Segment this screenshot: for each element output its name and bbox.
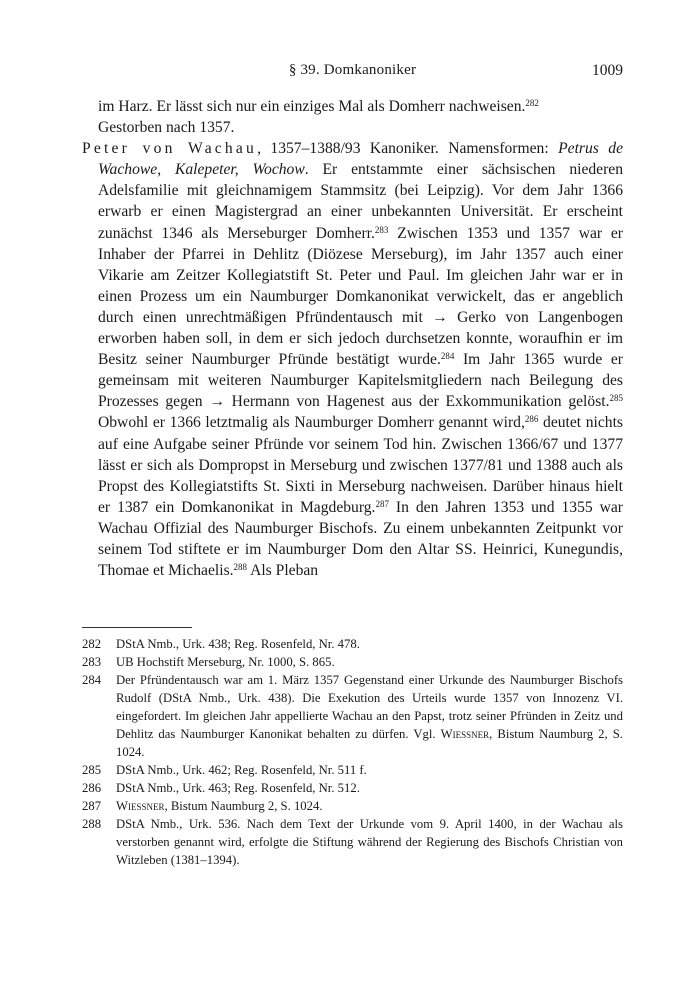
footnote-text: , Bistum Naumburg 2, S. 1024. xyxy=(164,799,323,813)
entry-peter-von-wachau xyxy=(82,138,623,581)
footnote xyxy=(82,779,623,797)
footnote xyxy=(82,761,623,779)
footnote-number: 284 xyxy=(82,673,102,687)
footnote xyxy=(82,815,623,869)
footnote-number: 283 xyxy=(82,655,102,669)
footnote-text: DStA Nmb., Urk. 463; Reg. Rosenfeld, Nr. 512. xyxy=(116,781,360,795)
footnote-ref-285: 285 xyxy=(609,393,623,404)
footnote-author: Wiessner xyxy=(440,727,490,741)
footnotes xyxy=(82,635,623,869)
footnote-ref-288: 288 xyxy=(233,562,248,573)
entry-text: Als Pleban xyxy=(247,562,319,580)
footnote-text: UB Hochstift Merseburg, Nr. 1000, S. 865. xyxy=(116,655,335,669)
footnote-text: DStA Nmb., Urk. 438; Reg. Rosenfeld, Nr. 478. xyxy=(116,637,360,651)
footnote-ref-282: 282 xyxy=(525,98,539,108)
entry-text: In den Jahren 1353 und 1355 war Wachau Offizial des Naumburger Bischofs. Zu einem unbekannten Zeitpunkt vor seinem Tod stiftete er im Naumburger Dom den Altar SS. Heinrici, Kunegundis, Thomae et Michaelis. xyxy=(98,498,623,580)
footnote xyxy=(82,671,623,761)
footnote-number: 287 xyxy=(82,799,102,813)
footnote xyxy=(82,797,623,815)
footnote-author: Wiessner xyxy=(116,799,165,813)
entry-text: Zwischen 1353 und 1357 war er Inhaber der Pfarrei in Dehlitz (Diözese Merseburg), im Jahr 1357 auch einer Vikarie am Zeitzer Kollegiatstift St. Peter und Paul. Im gleichen Jahr war er in einen Prozess um ein Naumburger Domkanonikat verwickelt, das er angeblich durch einen unrechtmäßigen Pfründentausch mit → Gerko von Langenbogen erworben haben soll, in dem er sich jedoch durchsetzen konnte, woraufhin er im Besitz seiner Naumburger Pfründe bestätigt wurde. xyxy=(98,224,623,369)
footnote-number: 282 xyxy=(82,637,102,651)
entry-text: , 1357–1388/93 Kanoniker. Namensformen: xyxy=(257,140,559,158)
footnote-text: Der Pfründentausch war am 1. März 1357 Gegenstand einer Urkunde des Naumburger Bischofs Rudolf (DStA Nmb., Urk. 438). Die Exekution des Urteils wurde 1357 von Innozenz VI. eingefordert. Im gleichen Jahr appellierte Wachau an den Papst, trotz seiner Pfründen in Zeitz und Dehlitz das Naumburger Kanonikat behalten zu dürfen. Vgl. xyxy=(116,673,623,741)
entry-text: Obwohl er 1366 letztmalig als Naumburger Domherr genannt wird, xyxy=(98,414,525,432)
footnote-text: , Bistum Naumburg 2, S. 1024. xyxy=(116,727,623,759)
entry-text: Im Jahr 1365 wurde er gemeinsam mit weiteren Naumburger Kapitelsmitgliedern nach Beilegung des Prozesses gegen → Hermann von Hagenest aus der Exkommunikation gelöst. xyxy=(98,351,623,411)
footnote-ref-283: 283 xyxy=(374,224,389,235)
page-header xyxy=(82,62,623,82)
footnote-separator xyxy=(82,627,192,628)
continuation-text: im Harz. Er lässt sich nur ein einziges Mal als Domherr nachweisen. xyxy=(98,98,526,115)
footnote-number: 285 xyxy=(82,763,102,777)
continuation-paragraph xyxy=(82,96,623,138)
footnote xyxy=(82,635,623,653)
footnote-text: DStA Nmb., Urk. 536. Nach dem Text der Urkunde vom 9. April 1400, in der Wachau als verstorben genannt wird, erfolgte die Stiftung während der Regierung des Bischofs Christian von Witzleben (1381–1394). xyxy=(116,817,623,867)
continuation-text-2: Gestorben nach 1357. xyxy=(98,119,235,137)
footnote-ref-287: 287 xyxy=(375,498,389,509)
page-number: 1009 xyxy=(592,62,623,79)
footnote-ref-286: 286 xyxy=(524,414,539,425)
running-head: § 39. Domkanoniker xyxy=(288,62,417,78)
footnote-number: 286 xyxy=(82,781,102,795)
entry-text: deutet nichts auf eine Aufgabe seiner Pfründe vor seinem Tod hin. Zwischen 1366/67 und 1377 lässt er sich als Dompropst in Merseburg und zwischen 1377/81 und 1388 auch als Propst des Kollegiatstifts St. Sixti in Merseburg nachweisen. Darüber hinaus hielt er 1387 ein Domkanonikat in Magdeburg. xyxy=(98,414,623,516)
footnote-number: 288 xyxy=(82,817,102,831)
footnote-ref-284: 284 xyxy=(440,351,455,362)
footnote xyxy=(82,653,623,671)
entry-name: Peter von Wachau xyxy=(82,140,258,158)
entry-text: . Er entstammte einer sächsischen niederen Adelsfamilie mit gleichnamigem Stammsitz (bei Leipzig). Vor dem Jahr 1366 erwarb er einen Magistergrad an einer unbekannten Universität. Er erscheint zunächst 1346 als Merseburger Domherr. xyxy=(98,161,624,242)
footnote-text: DStA Nmb., Urk. 462; Reg. Rosenfeld, Nr. 511 f. xyxy=(116,763,367,777)
name-forms: Petrus de Wachowe, Kalepeter, Wochow xyxy=(98,140,623,179)
main-text xyxy=(82,96,623,581)
